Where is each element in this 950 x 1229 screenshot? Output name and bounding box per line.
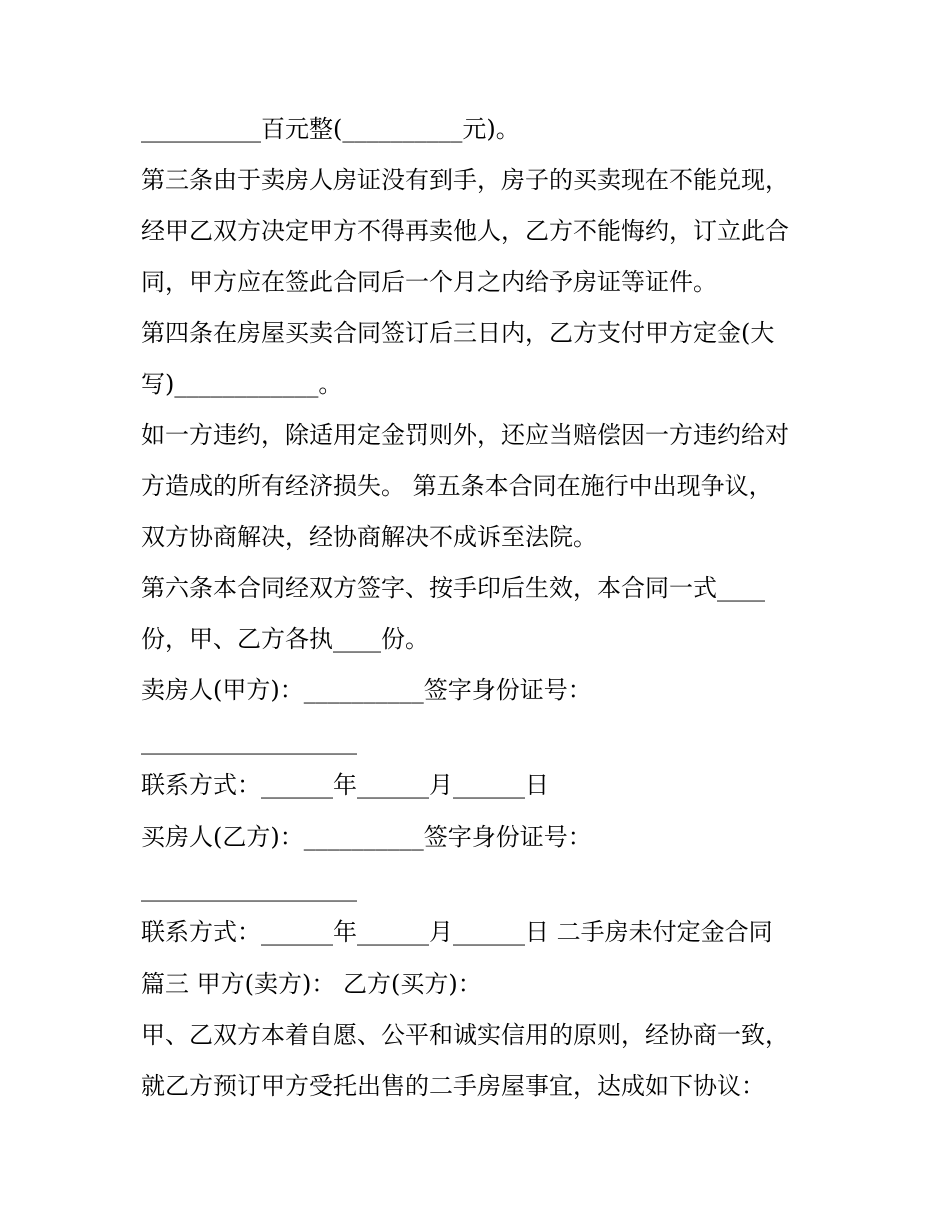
text-line: 写)____________。 [141,370,343,398]
text-line: 第四条在房屋买卖合同签订后三日内，乙方支付甲方定金(大 [141,319,775,347]
text-line: 卖房人(甲方)：__________签字身份证号： [141,676,592,704]
text-line: 同，甲方应在签此合同后一个月之内给予房证等证件。 [141,268,717,296]
text-line: __________________ [141,874,357,902]
text-line: 篇三 甲方(卖方)： 乙方(买方)： [141,970,482,998]
text-line: __________________ [141,727,357,755]
text-line: 经甲乙双方决定甲方不得再卖他人，乙方不能悔约，订立此合 [141,217,789,245]
text-line: __________百元整(__________元)。 [141,115,520,143]
text-line: 就乙方预订甲方受托出售的二手房屋事宜，达成如下协议： [141,1072,765,1100]
text-line: 甲、乙双方本着自愿、公平和诚实信用的原则，经协商一致， [141,1021,789,1049]
contract-text [141,104,821,1112]
text-line: 如一方违约，除适用定金罚则外，还应当赔偿因一方违约给对 [141,421,789,449]
text-line: 双方协商解决，经协商解决不成诉至法院。 [141,523,597,551]
text-line: 联系方式：______年______月______日 二手房未付定金合同 [141,918,773,946]
text-line: 第三条由于卖房人房证没有到手，房子的买卖现在不能兑现， [141,166,789,194]
text-line: 联系方式：______年______月______日 [141,771,549,799]
text-line: 方造成的所有经济损失。 第五条本合同在施行中出现争议， [141,472,773,500]
text-line: 买房人(乙方)：__________签字身份证号： [141,823,592,851]
text-line: 份，甲、乙方各执____份。 [141,625,429,653]
text-line: 第六条本合同经双方签字、按手印后生效，本合同一式____ [141,574,765,602]
